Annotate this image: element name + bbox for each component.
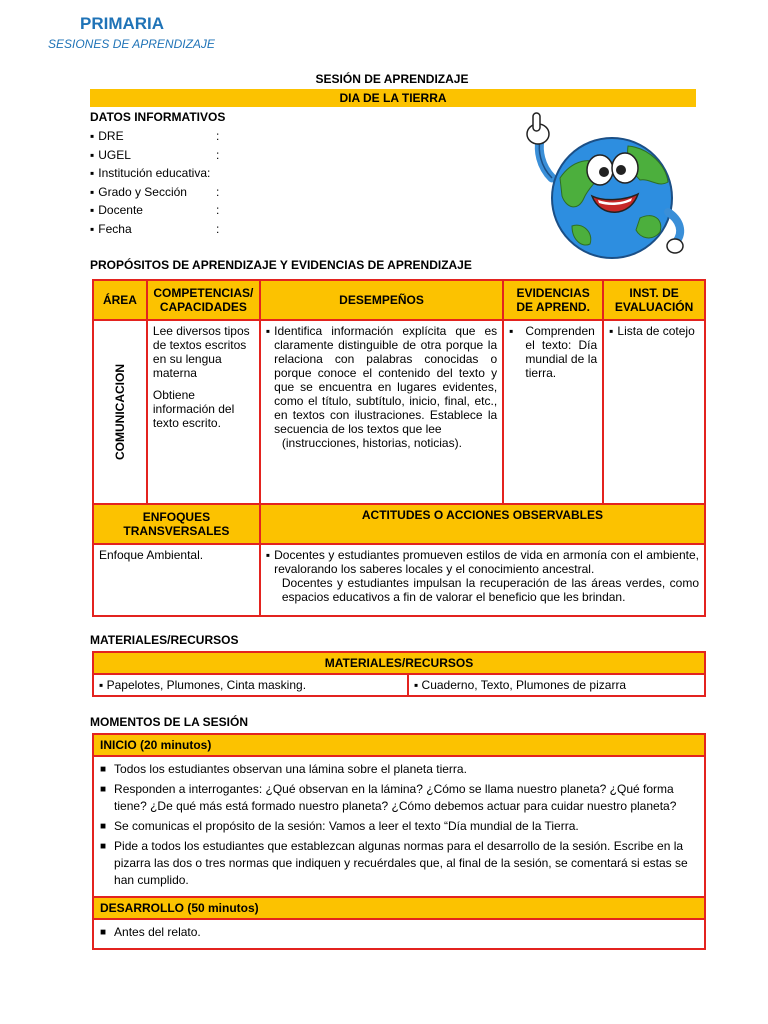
datos-sep: : [207,166,211,180]
materiales-left-cell [93,674,408,696]
desarrollo-row [93,919,705,949]
materiales-right-cell [408,674,705,696]
instrumento-bullet [609,324,699,338]
desempeno-bullet [266,324,497,436]
datos-label: ▪ Fecha [90,220,216,239]
propositos-table [92,279,706,617]
instrumento-text: Lista de cotejo [617,324,695,338]
inicio-cell [93,756,705,897]
actitud-2: Docentes y estudiantes impulsan la recuperación de las áreas verdes, como espacios educativos a fin de valorar el beneficio que les brindan. [281,576,699,604]
propositos-title: PROPÓSITOS DE APRENDIZAJE Y EVIDENCIAS DE APRENDIZAJE [90,258,472,272]
inicio-item-text: Se comunicas el propósito de la sesión: Vamos a leer el texto “Día mundial de la Tierra. [114,819,579,833]
enfoque-text: Enfoque Ambiental. [99,548,204,562]
evidencia-bullet [509,324,597,380]
actitud-1: Docentes y estudiantes promueven estilos de vida en armonía con el ambiente, revalorando los saberes locales y el conocimiento ancestral. [274,548,699,576]
inicio-header-row [93,734,705,756]
brand-title: PRIMARIA [80,14,165,33]
table-row [93,320,705,504]
enfoque-cell [93,544,260,616]
header-evidencias: EVIDENCIAS DE APREND. [503,280,603,320]
inicio-item-text: Todos los estudiantes observan una lámina sobre el planeta tierra. [114,762,467,776]
bullet-icon: ▪ [509,324,514,338]
bullet-icon: ■ [100,927,107,938]
materiales-table [92,651,706,697]
list-item [100,924,698,941]
bullet-icon: ■ [100,784,107,795]
desempeno-text: Identifica información explícita que es claramente distinguible de otra porque la relaciona con palabras conocidas o porque conoce el contenido del texto y que se encuentra en lugares evidentes, como el título, subtítulo, inicio, final, etc., en textos con ilustraciones. Establece la secuencia de los textos que lee [274,324,498,436]
bullet-icon: ■ [100,841,107,852]
datos-list [90,127,219,238]
datos-item [90,146,219,165]
datos-item [90,164,219,183]
datos-sep: : [216,147,220,162]
earth-mascot-illustration [500,108,700,268]
desarrollo-cell [93,919,705,949]
materiales-row [93,674,705,696]
datos-item [90,220,219,239]
datos-label: ▪ DRE [90,127,216,146]
list-item [100,838,698,889]
datos-label: ▪ Institución educativa [90,166,207,180]
evidencia-text: Comprenden el texto: Día mundial de la tierra. [525,324,598,380]
list-item [100,818,698,835]
datos-sep: : [216,184,220,199]
inicio-header: INICIO (20 minutos) [93,734,705,756]
inicio-item-text: Responden a interrogantes: ¿Qué observan en la lámina? ¿Cómo se llama nuestro planeta? ¿Qué forma tiene? ¿De qué más está formado nuestro planeta? ¿Cómo debemos actuar para cuidar nuestro planeta? [114,782,677,813]
actitudes-cell [260,544,705,616]
desarrollo-header: DESARROLLO (50 minutos) [93,897,705,919]
materiales-header-row [93,652,705,674]
table-header-row [93,280,705,320]
bullet-icon: ■ [100,764,107,775]
enfoques-header: ENFOQUES TRANSVERSALES [93,504,260,544]
header-area: ÁREA [93,280,147,320]
area-cell [93,320,147,504]
bullet-icon: ▪ [265,548,271,562]
datos-label: ▪ Grado y Sección [90,183,216,202]
header-desempenos: DESEMPEÑOS [260,280,503,320]
materiales-left: Papelotes, Plumones, Cinta masking. [106,678,307,692]
actitud-bullet [266,548,699,576]
area-value: COMUNICACION [112,364,127,460]
brand-subtitle: SESIONES DE APRENDIZAJE [48,37,215,51]
datos-item [90,201,219,220]
actitudes-header: ACTITUDES O ACCIONES OBSERVABLES [260,504,705,544]
datos-label: ▪ Docente [90,201,216,220]
datos-title: DATOS INFORMATIVOS [90,110,226,124]
datos-item [90,127,219,146]
desempenos-cell [260,320,503,504]
instrumento-cell [603,320,705,504]
bullet-icon: ■ [100,821,107,832]
desempeno-extra: (instrucciones, historias, noticias). [281,436,462,450]
evidencias-cell [503,320,603,504]
competencia-1: Lee diversos tipos de textos escritos en su lengua materna [152,324,250,380]
header-competencias: COMPETENCIAS/ CAPACIDADES [147,280,260,320]
momentos-table [92,733,706,950]
datos-sep: : [216,221,220,236]
materiales-title: MATERIALES/RECURSOS [90,633,239,647]
bullet-icon: ▪ [609,324,614,338]
enfoques-header-row [93,504,705,544]
datos-sep: : [216,203,220,217]
inicio-row [93,756,705,897]
competencias-cell [147,320,260,504]
list-item [100,761,698,778]
header-instrumento: INST. DE EVALUACIÓN [603,280,705,320]
datos-sep: : [216,129,220,143]
inicio-item-text: Pide a todos los estudiantes que establezcan algunas normas para el desarrollo de la sesión. Escribe en la pizarra las dos o tres normas que indiquen y recuérdales que, al final de la sesión, se comentará si estas se han cumplido. [114,839,688,887]
list-item [100,781,698,815]
desarrollo-header-row [93,897,705,919]
materiales-header: MATERIALES/RECURSOS [93,652,705,674]
session-title: SESIÓN DE APRENDIZAJE [315,72,469,86]
datos-label: ▪ UGEL [90,146,216,165]
momentos-title: MOMENTOS DE LA SESIÓN [90,715,249,729]
enfoques-row [93,544,705,616]
materiales-right: Cuaderno, Texto, Plumones de pizarra [421,678,627,692]
desarrollo-item-text: Antes del relato. [114,925,201,939]
bullet-icon: ▪ [265,324,271,338]
datos-item [90,183,219,202]
bullet-icon: ▪ [99,678,107,692]
competencia-2: Obtiene información del texto escrito. [152,388,235,430]
bullet-icon: ▪ [413,678,422,692]
session-name-banner: DIA DE LA TIERRA [90,89,696,107]
